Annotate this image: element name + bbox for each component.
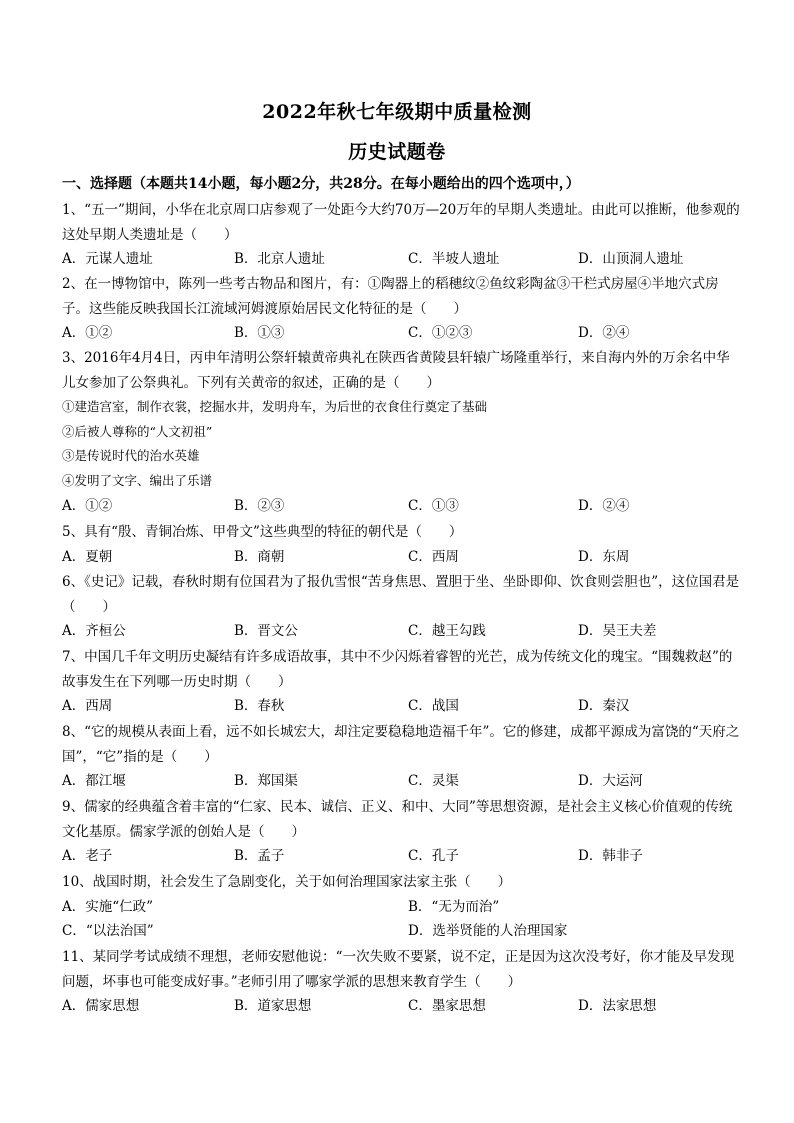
question-5 — [62, 520, 742, 569]
question-stem: 6、《史记》记载，春秋时期有位国君为了报仇雪恨“苦身焦思、置胆于坐、坐卧即仰、饮食则尝胆也”，这位国君是（ ） — [62, 574, 740, 615]
option-c: C．灵渠 — [408, 773, 459, 790]
question-stem: 1、“五一”期间，小华在北京周口店参观了一处距今大约70万—20万年的早期人类遗址。由此可以推断，他参观的这处早期人类遗址是（ ） — [62, 202, 740, 243]
options-row — [62, 919, 742, 944]
option-d: D．秦汉 — [578, 698, 630, 715]
options-row — [62, 494, 742, 519]
options-row — [62, 247, 742, 272]
option-a: A．老子 — [62, 848, 113, 865]
section-heading: 一、选择题（本题共14小题，每小题2分，共28分。在每小题给出的四个选项中，） — [62, 176, 580, 192]
option-d: D．韩非子 — [578, 848, 643, 865]
question-stem: 8、“它的规模从表面上看，远不如长城宏大，却注定要稳稳地造福千年”。它的修建，成都平源成为富饶的“天府之国”，“它”指的是（ ） — [62, 724, 740, 765]
question-stem: 3、2016年4月4日，丙申年清明公祭轩辕黄帝典礼在陕西省黄陵县轩辕广场隆重举行，来自海内外的万余名中华儿女参加了公祭典礼。下列有关黄帝的叙述，正确的是（ ） — [62, 350, 730, 391]
question-7 — [62, 645, 742, 719]
option-a: A．元谋人遗址 — [62, 251, 153, 268]
option-a: A．都江堰 — [62, 773, 126, 790]
option-b: B．②③ — [234, 497, 285, 514]
option-b: B．“无为而治” — [408, 898, 500, 915]
option-d: D．东周 — [578, 548, 630, 565]
options-row — [62, 769, 742, 794]
option-b: B．郑国渠 — [234, 773, 298, 790]
options-row — [62, 895, 742, 920]
statement-1: ①建造宫室，制作衣裳，挖掘水井，发明舟车，为后世的衣食住行奠定了基础 — [62, 399, 488, 415]
option-a: A．西周 — [62, 698, 113, 715]
option-a: A．①② — [62, 325, 113, 342]
option-d: D．大运河 — [578, 773, 643, 790]
question-2 — [62, 272, 742, 346]
statement-2: ②后被人尊称的“人文初祖” — [62, 423, 213, 439]
statement-3: ③是传说时代的治水英雄 — [62, 448, 200, 464]
question-10 — [62, 870, 742, 944]
question-stem: 11、某同学考试成绩不理想，老师安慰他说：“一次失败不要紧，说不定，正是因为这次没考好，你才能及早发现问题，坏事也可能变成好事。”老师引用了哪家学派的思想来教育学生（ ） — [62, 949, 735, 990]
option-c: C．①②③ — [408, 325, 473, 342]
option-d: D．②④ — [578, 325, 630, 342]
option-c: C．“以法治国” — [62, 923, 154, 940]
option-a: A．①② — [62, 497, 113, 514]
exam-title: 2022年秋七年级期中质量检测 — [262, 101, 532, 123]
option-a: A．夏朝 — [62, 548, 113, 565]
option-b: B．北京人遗址 — [234, 251, 325, 268]
option-c: C．①③ — [408, 497, 459, 514]
option-c: C．孔子 — [408, 848, 459, 865]
question-9 — [62, 795, 742, 869]
option-d: D．山顶洞人遗址 — [578, 251, 684, 268]
options-row — [62, 619, 742, 644]
statement-4: ④发明了文字、编出了乐谱 — [62, 472, 213, 488]
option-b: B．晋文公 — [234, 623, 298, 640]
option-d: D．法家思想 — [578, 998, 657, 1015]
option-c: C．越王勾践 — [408, 623, 486, 640]
options-row — [62, 545, 742, 570]
option-b: B．商朝 — [234, 548, 285, 565]
exam-subtitle: 历史试题卷 — [348, 141, 446, 163]
question-11 — [62, 945, 742, 1019]
option-b: B．春秋 — [234, 698, 285, 715]
options-row — [62, 844, 742, 869]
option-c: C．墨家思想 — [408, 998, 486, 1015]
option-d: D．②④ — [578, 497, 630, 514]
options-row — [62, 694, 742, 719]
question-stem: 10、战国时期，社会发生了急剧变化，关于如何治理国家法家主张（ ） — [62, 874, 512, 890]
question-1 — [62, 198, 742, 272]
options-row — [62, 321, 742, 346]
question-stem: 2、在一博物馆中，陈列一些考古物品和图片，有：①陶器上的稻穗纹②鱼纹彩陶盆③干栏式房屋④半地穴式房子。这些能反映我国长江流域河姆渡原始居民文化特征的是（ ） — [62, 276, 719, 317]
question-stem: 5、具有“殷、青铜冶炼、甲骨文”这些典型的特征的朝代是（ ） — [62, 524, 463, 540]
option-a: A．实施“仁政” — [62, 898, 154, 915]
option-a: A．齐桓公 — [62, 623, 126, 640]
option-d: D．吴王夫差 — [578, 623, 657, 640]
options-row — [62, 994, 742, 1019]
option-b: B．孟子 — [234, 848, 285, 865]
option-b: B．①③ — [234, 325, 285, 342]
option-c: C．半坡人遗址 — [408, 251, 500, 268]
question-6 — [62, 570, 742, 644]
question-stem: 9、儒家的经典蕴含着丰富的“仁家、民本、诚信、正义、和中、大同”等思想资源，是社会主义核心价值观的传统文化基原。儒家学派的创始人是（ ） — [62, 799, 733, 840]
option-c: C．战国 — [408, 698, 459, 715]
question-stem: 7、中国几千年文明历史凝结有许多成语故事，其中不少闪烁着睿智的光芒，成为传统文化的瑰宝。“围魏救赵”的故事发生在下列哪一历史时期（ ） — [62, 649, 733, 690]
question-8 — [62, 720, 742, 794]
option-a: A．儒家思想 — [62, 998, 140, 1015]
question-3 — [62, 346, 742, 518]
option-d: D．选举贤能的人治理国家 — [408, 923, 568, 940]
option-b: B．道家思想 — [234, 998, 312, 1015]
option-c: C．西周 — [408, 548, 459, 565]
